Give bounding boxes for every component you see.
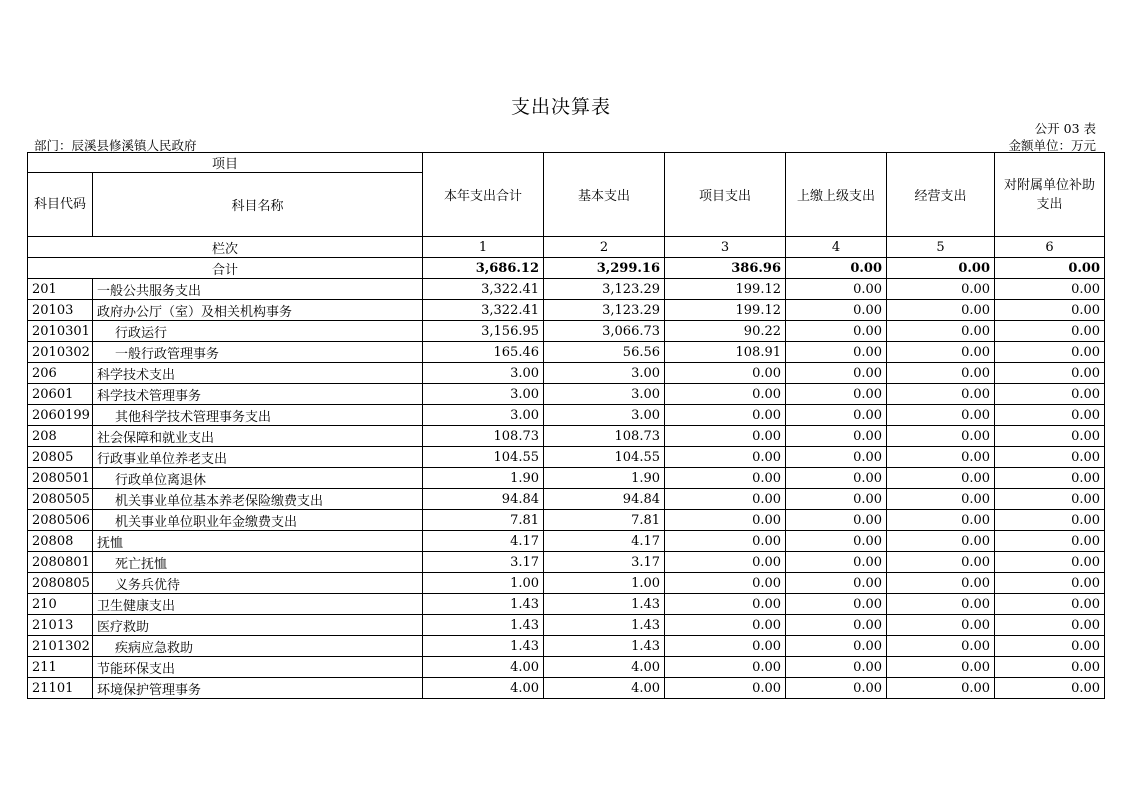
row-name: 医疗救助 (93, 615, 423, 636)
row-value: 0.00 (887, 489, 995, 510)
row-value: 0.00 (665, 405, 786, 426)
row-name: 义务兵优待 (93, 573, 423, 594)
row-value: 7.81 (423, 510, 544, 531)
row-name: 其他科学技术管理事务支出 (93, 405, 423, 426)
row-value: 0.00 (786, 342, 887, 363)
row-value: 0.00 (995, 279, 1105, 300)
row-value: 0.00 (665, 615, 786, 636)
row-value: 7.81 (544, 510, 665, 531)
row-name: 政府办公厅（室）及相关机构事务 (93, 300, 423, 321)
row-value: 3.00 (544, 405, 665, 426)
row-value: 3.00 (423, 405, 544, 426)
row-name: 行政事业单位养老支出 (93, 447, 423, 468)
row-code: 201 (28, 279, 93, 300)
column-index: 2 (544, 237, 665, 258)
row-value: 0.00 (786, 573, 887, 594)
row-value: 108.73 (544, 426, 665, 447)
table-row (28, 321, 1105, 342)
row-value: 4.17 (423, 531, 544, 552)
total-value: 3,686.12 (423, 258, 544, 279)
total-value: 386.96 (665, 258, 786, 279)
row-value: 3,123.29 (544, 279, 665, 300)
row-value: 0.00 (887, 363, 995, 384)
row-code: 2080805 (28, 573, 93, 594)
row-value: 3.17 (423, 552, 544, 573)
table-row (28, 363, 1105, 384)
row-value: 0.00 (665, 552, 786, 573)
row-value: 4.00 (544, 657, 665, 678)
row-name: 机关事业单位基本养老保险缴费支出 (93, 489, 423, 510)
row-value: 0.00 (786, 468, 887, 489)
row-name: 环境保护管理事务 (93, 678, 423, 699)
row-value: 0.00 (887, 552, 995, 573)
row-value: 0.00 (995, 321, 1105, 342)
row-value: 0.00 (995, 363, 1105, 384)
row-value: 0.00 (887, 573, 995, 594)
row-name: 疾病应急救助 (93, 636, 423, 657)
table-row (28, 384, 1105, 405)
row-value: 1.43 (423, 636, 544, 657)
row-name: 一般公共服务支出 (93, 279, 423, 300)
row-value: 3,066.73 (544, 321, 665, 342)
column-index: 1 (423, 237, 544, 258)
header-upper: 上缴上级支出 (786, 153, 887, 237)
table-row (28, 573, 1105, 594)
row-code: 20601 (28, 384, 93, 405)
row-value: 108.91 (665, 342, 786, 363)
row-value: 0.00 (665, 384, 786, 405)
row-code: 206 (28, 363, 93, 384)
row-value: 1.43 (544, 594, 665, 615)
row-value: 0.00 (665, 594, 786, 615)
row-value: 1.43 (544, 615, 665, 636)
row-value: 3,123.29 (544, 300, 665, 321)
row-name: 科学技术管理事务 (93, 384, 423, 405)
row-code: 2010302 (28, 342, 93, 363)
row-value: 0.00 (786, 510, 887, 531)
row-value: 4.00 (544, 678, 665, 699)
row-value: 165.46 (423, 342, 544, 363)
row-code: 2010301 (28, 321, 93, 342)
row-name: 卫生健康支出 (93, 594, 423, 615)
table-row (28, 636, 1105, 657)
row-value: 0.00 (786, 657, 887, 678)
row-value: 0.00 (786, 489, 887, 510)
table-row (28, 594, 1105, 615)
row-value: 1.43 (423, 615, 544, 636)
row-value: 0.00 (665, 426, 786, 447)
row-name: 死亡抚恤 (93, 552, 423, 573)
row-value: 3,322.41 (423, 279, 544, 300)
row-name: 一般行政管理事务 (93, 342, 423, 363)
row-code: 2060199 (28, 405, 93, 426)
row-value: 0.00 (786, 594, 887, 615)
table-row (28, 405, 1105, 426)
expenditure-table (27, 152, 1105, 699)
row-name: 科学技术支出 (93, 363, 423, 384)
row-name: 抚恤 (93, 531, 423, 552)
row-value: 0.00 (887, 279, 995, 300)
row-code: 210 (28, 594, 93, 615)
row-value: 94.84 (423, 489, 544, 510)
row-value: 0.00 (786, 447, 887, 468)
row-value: 4.00 (423, 678, 544, 699)
header-name: 科目名称 (93, 173, 423, 237)
row-name: 机关事业单位职业年金缴费支出 (93, 510, 423, 531)
table-row (28, 678, 1105, 699)
row-value: 0.00 (887, 426, 995, 447)
row-value: 0.00 (887, 447, 995, 468)
row-value: 0.00 (786, 615, 887, 636)
row-value: 0.00 (995, 678, 1105, 699)
row-value: 0.00 (887, 468, 995, 489)
column-index-label: 栏次 (28, 237, 423, 258)
row-value: 0.00 (887, 678, 995, 699)
column-index: 3 (665, 237, 786, 258)
total-value: 0.00 (887, 258, 995, 279)
row-value: 0.00 (786, 363, 887, 384)
row-value: 0.00 (665, 489, 786, 510)
row-name: 行政单位离退休 (93, 468, 423, 489)
row-value: 0.00 (665, 363, 786, 384)
row-name: 社会保障和就业支出 (93, 426, 423, 447)
unit-label: 金额单位：万元 (1008, 138, 1096, 153)
row-code: 208 (28, 426, 93, 447)
row-value: 0.00 (665, 573, 786, 594)
row-code: 2080505 (28, 489, 93, 510)
row-value: 0.00 (665, 447, 786, 468)
row-value: 0.00 (887, 321, 995, 342)
row-code: 2080506 (28, 510, 93, 531)
row-value: 0.00 (887, 531, 995, 552)
row-code: 21101 (28, 678, 93, 699)
row-value: 0.00 (995, 489, 1105, 510)
row-value: 3,322.41 (423, 300, 544, 321)
row-code: 2080801 (28, 552, 93, 573)
row-value: 1.43 (544, 636, 665, 657)
header-total: 本年支出合计 (423, 153, 544, 237)
row-value: 199.12 (665, 300, 786, 321)
row-value: 3,156.95 (423, 321, 544, 342)
row-value: 0.00 (995, 594, 1105, 615)
column-index: 4 (786, 237, 887, 258)
row-value: 0.00 (995, 342, 1105, 363)
header-project-exp: 项目支出 (665, 153, 786, 237)
row-value: 3.17 (544, 552, 665, 573)
row-value: 104.55 (423, 447, 544, 468)
row-code: 20805 (28, 447, 93, 468)
row-name: 行政运行 (93, 321, 423, 342)
table-row (28, 426, 1105, 447)
row-value: 0.00 (665, 468, 786, 489)
row-code: 20103 (28, 300, 93, 321)
row-value: 0.00 (786, 300, 887, 321)
row-value: 3.00 (544, 384, 665, 405)
row-value: 4.00 (423, 657, 544, 678)
row-value: 1.00 (423, 573, 544, 594)
row-value: 0.00 (786, 531, 887, 552)
table-row (28, 300, 1105, 321)
row-value: 90.22 (665, 321, 786, 342)
row-value: 0.00 (887, 342, 995, 363)
page-title: 支出决算表 (510, 96, 611, 118)
row-code: 211 (28, 657, 93, 678)
row-value: 0.00 (995, 531, 1105, 552)
row-value: 0.00 (786, 552, 887, 573)
total-label: 合计 (28, 258, 423, 279)
row-value: 0.00 (995, 384, 1105, 405)
header-code: 科目代码 (28, 173, 93, 237)
row-value: 94.84 (544, 489, 665, 510)
row-value: 0.00 (995, 468, 1105, 489)
row-value: 1.43 (423, 594, 544, 615)
row-value: 56.56 (544, 342, 665, 363)
table-row (28, 279, 1105, 300)
row-value: 0.00 (887, 405, 995, 426)
row-value: 0.00 (995, 573, 1105, 594)
row-value: 0.00 (995, 615, 1105, 636)
row-value: 0.00 (887, 510, 995, 531)
row-code: 21013 (28, 615, 93, 636)
table-row (28, 531, 1105, 552)
header-subsidy: 对附属单位补助支出 (995, 153, 1105, 237)
table-row (28, 552, 1105, 573)
table-row (28, 468, 1105, 489)
row-value: 0.00 (887, 384, 995, 405)
row-value: 104.55 (544, 447, 665, 468)
row-code: 2101302 (28, 636, 93, 657)
row-value: 0.00 (995, 657, 1105, 678)
row-value: 3.00 (423, 384, 544, 405)
row-value: 0.00 (665, 678, 786, 699)
row-value: 0.00 (995, 300, 1105, 321)
row-value: 1.90 (423, 468, 544, 489)
header-operating: 经营支出 (887, 153, 995, 237)
table-row (28, 615, 1105, 636)
row-value: 0.00 (887, 615, 995, 636)
row-value: 4.17 (544, 531, 665, 552)
table-row (28, 447, 1105, 468)
row-code: 20808 (28, 531, 93, 552)
row-value: 0.00 (887, 594, 995, 615)
table-row (28, 342, 1105, 363)
row-value: 0.00 (786, 321, 887, 342)
row-value: 0.00 (786, 426, 887, 447)
row-value: 108.73 (423, 426, 544, 447)
row-value: 0.00 (995, 426, 1105, 447)
table-row (28, 657, 1105, 678)
row-value: 0.00 (887, 636, 995, 657)
row-value: 0.00 (995, 405, 1105, 426)
total-value: 3,299.16 (544, 258, 665, 279)
department-label: 部门：辰溪县修溪镇人民政府 (34, 138, 197, 153)
row-value: 3.00 (544, 363, 665, 384)
row-value: 0.00 (887, 300, 995, 321)
row-value: 0.00 (665, 657, 786, 678)
row-value: 0.00 (995, 447, 1105, 468)
form-number: 公开 03 表 (1034, 121, 1096, 136)
row-value: 0.00 (665, 531, 786, 552)
total-value: 0.00 (995, 258, 1105, 279)
row-value: 0.00 (786, 636, 887, 657)
header-project: 项目 (28, 153, 423, 173)
row-value: 1.90 (544, 468, 665, 489)
row-value: 0.00 (786, 279, 887, 300)
row-value: 0.00 (995, 510, 1105, 531)
row-value: 0.00 (786, 384, 887, 405)
row-value: 0.00 (995, 636, 1105, 657)
row-value: 0.00 (786, 405, 887, 426)
row-code: 2080501 (28, 468, 93, 489)
row-value: 0.00 (786, 678, 887, 699)
row-value: 199.12 (665, 279, 786, 300)
table-row (28, 489, 1105, 510)
total-value: 0.00 (786, 258, 887, 279)
column-index: 6 (995, 237, 1105, 258)
row-value: 3.00 (423, 363, 544, 384)
column-index: 5 (887, 237, 995, 258)
header-basic: 基本支出 (544, 153, 665, 237)
row-value: 0.00 (665, 636, 786, 657)
row-value: 0.00 (995, 552, 1105, 573)
row-value: 0.00 (665, 510, 786, 531)
row-name: 节能环保支出 (93, 657, 423, 678)
table-row (28, 510, 1105, 531)
row-value: 1.00 (544, 573, 665, 594)
row-value: 0.00 (887, 657, 995, 678)
